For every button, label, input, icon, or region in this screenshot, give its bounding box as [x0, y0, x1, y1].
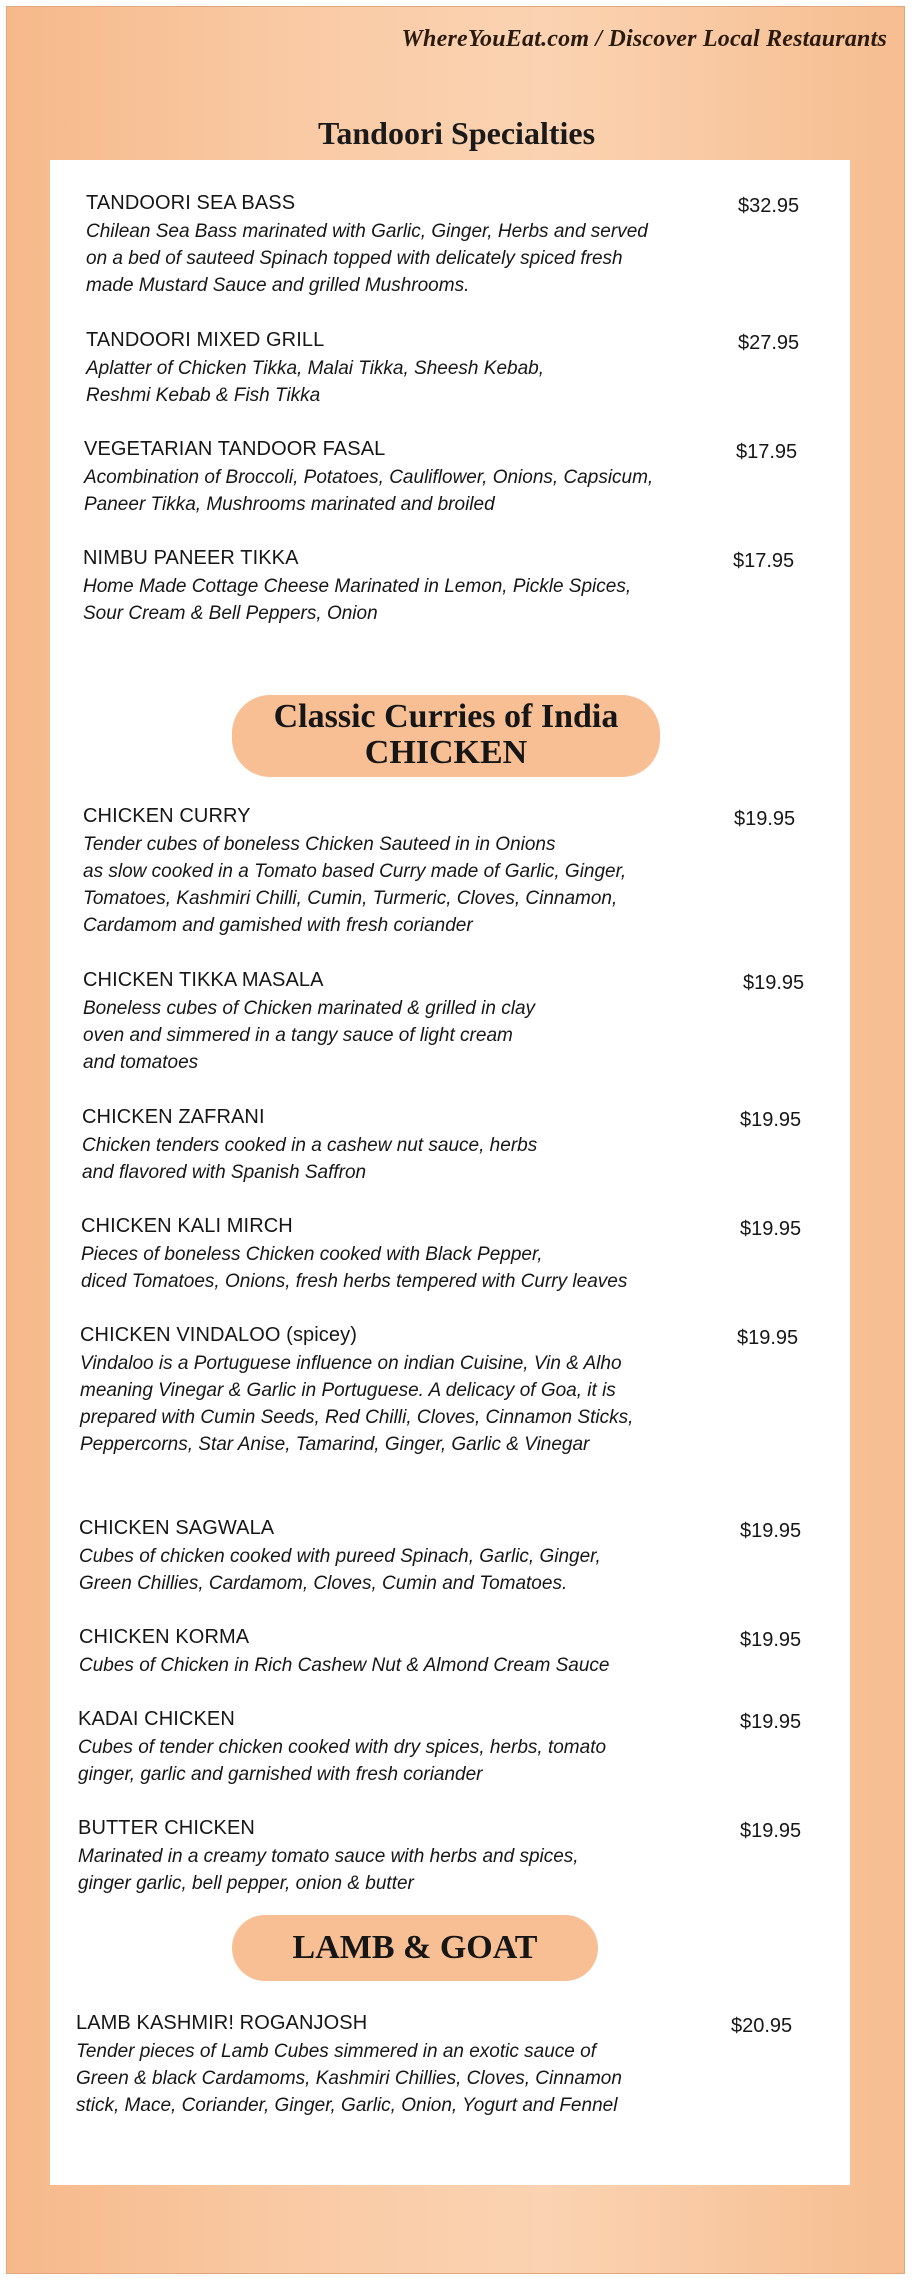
item-name: TANDOORI SEA BASS — [86, 192, 296, 214]
item-price: $19.95 — [740, 1629, 802, 1651]
section-title-tandoori: Tandoori Specialties — [317, 115, 596, 151]
item-name: BUTTER CHICKEN — [78, 1817, 255, 1839]
section-title-curries: Classic Curries of India CHICKEN — [232, 695, 660, 777]
item-price: $19.95 — [740, 1820, 802, 1842]
menu-item — [76, 2010, 776, 2119]
item-price: $17.95 — [733, 550, 795, 572]
item-description: Acombination of Broccoli, Potatoes, Cauliflower, Onions, Capsicum, Paneer Tikka, Mushrooms marinated and broiled — [84, 467, 654, 515]
item-price: $19.95 — [740, 1109, 802, 1131]
item-description: Pieces of boneless Chicken cooked with Black Pepper, diced Tomatoes, Onions, fresh herbs tempered with Curry leaves — [81, 1244, 628, 1292]
item-price: $19.95 — [737, 1327, 799, 1349]
item-price: $19.95 — [740, 1520, 802, 1542]
item-description: Tender cubes of boneless Chicken Sauteed in in Onions as slow cooked in a Tomato based Curry made of Garlic, Ginger, Tomatoes, Kashmiri Chilli, Cumin, Turmeric, Cloves, Cinnamon, Cardamom and gamished with fresh coriander — [83, 834, 627, 936]
item-price: $19.95 — [740, 1218, 802, 1240]
menu-item — [79, 1624, 779, 1679]
item-name: CHICKEN ZAFRANI — [82, 1106, 265, 1128]
menu-item — [83, 967, 783, 1076]
item-name: TANDOORI MIXED GRILL — [86, 329, 325, 351]
item-name: LAMB KASHMIR! ROGANJOSH — [76, 2012, 368, 2034]
menu-item — [78, 1706, 778, 1788]
item-description: Cubes of chicken cooked with pureed Spinach, Garlic, Ginger, Green Chillies, Cardamom, Cloves, Cumin and Tomatoes. — [79, 1546, 601, 1594]
item-description: Cubes of Chicken in Rich Cashew Nut & Almond Cream Sauce — [79, 1655, 610, 1676]
section-title-lamb: LAMB & GOAT — [232, 1915, 598, 1981]
item-name: VEGETARIAN TANDOOR FASAL — [84, 438, 386, 460]
item-name: CHICKEN KALI MIRCH — [81, 1215, 293, 1237]
item-name: KADAI CHICKEN — [78, 1708, 235, 1730]
item-price: $27.95 — [738, 332, 800, 354]
item-description: Vindaloo is a Portuguese influence on indian Cuisine, Vin & Alho meaning Vinegar & Garlic in Portuguese. A delicacy of Goa, it is prepared with Cumin Seeds, Red Chilli, Cloves, Cinnamon Sticks, Peppercorns, Star Anise, Tamarind, Ginger, Garlic & Vinegar — [80, 1353, 634, 1455]
menu-item — [79, 1515, 779, 1597]
item-price: $19.95 — [743, 972, 805, 994]
item-name: CHICKEN CURRY — [83, 805, 251, 827]
item-description: Cubes of tender chicken cooked with dry spices, herbs, tomato ginger, garlic and garnished with fresh coriander — [78, 1737, 607, 1785]
item-name: NIMBU PANEER TIKKA — [83, 547, 299, 569]
item-price: $17.95 — [736, 441, 798, 463]
menu-item — [86, 190, 786, 299]
item-description: Boneless cubes of Chicken marinated & grilled in clay oven and simmered in a tangy sauce of light cream and tomatoes — [83, 998, 536, 1073]
item-price: $32.95 — [738, 195, 800, 217]
menu-item — [81, 1213, 781, 1295]
menu-item — [86, 327, 786, 409]
item-price: $20.95 — [731, 2015, 793, 2037]
site-header: WhereYouEat.com / Discover Local Restaurants — [401, 26, 887, 52]
menu-item — [83, 803, 783, 939]
menu-item — [80, 1322, 780, 1458]
menu-item — [82, 1104, 782, 1186]
item-description: Home Made Cottage Cheese Marinated in Lemon, Pickle Spices, Sour Cream & Bell Peppers, Onion — [83, 576, 632, 624]
item-description: Aplatter of Chicken Tikka, Malai Tikka, Sheesh Kebab, Reshmi Kebab & Fish Tikka — [86, 358, 544, 406]
item-name: CHICKEN TIKKA MASALA — [83, 969, 324, 991]
item-description: Tender pieces of Lamb Cubes simmered in an exotic sauce of Green & black Cardamoms, Kashmiri Chillies, Cloves, Cinnamon stick, Mace, Coriander, Ginger, Garlic, Onion, Yogurt and Fennel — [76, 2041, 622, 2116]
item-description: Chilean Sea Bass marinated with Garlic, Ginger, Herbs and served on a bed of sauteed Spinach topped with delicately spiced fresh made Mustard Sauce and grilled Mushrooms. — [86, 221, 648, 296]
item-name: CHICKEN KORMA — [79, 1626, 250, 1648]
item-description: Chicken tenders cooked in a cashew nut sauce, herbs and flavored with Spanish Saffron — [82, 1135, 538, 1183]
menu-item — [84, 436, 784, 518]
item-price: $19.95 — [734, 808, 796, 830]
item-name: CHICKEN VINDALOO (spicey) — [80, 1324, 357, 1346]
menu-item — [78, 1815, 778, 1897]
menu-item — [83, 545, 783, 627]
item-description: Marinated in a creamy tomato sauce with herbs and spices, ginger garlic, bell pepper, onion & butter — [78, 1846, 579, 1894]
item-name: CHICKEN SAGWALA — [79, 1517, 275, 1539]
item-price: $19.95 — [740, 1711, 802, 1733]
